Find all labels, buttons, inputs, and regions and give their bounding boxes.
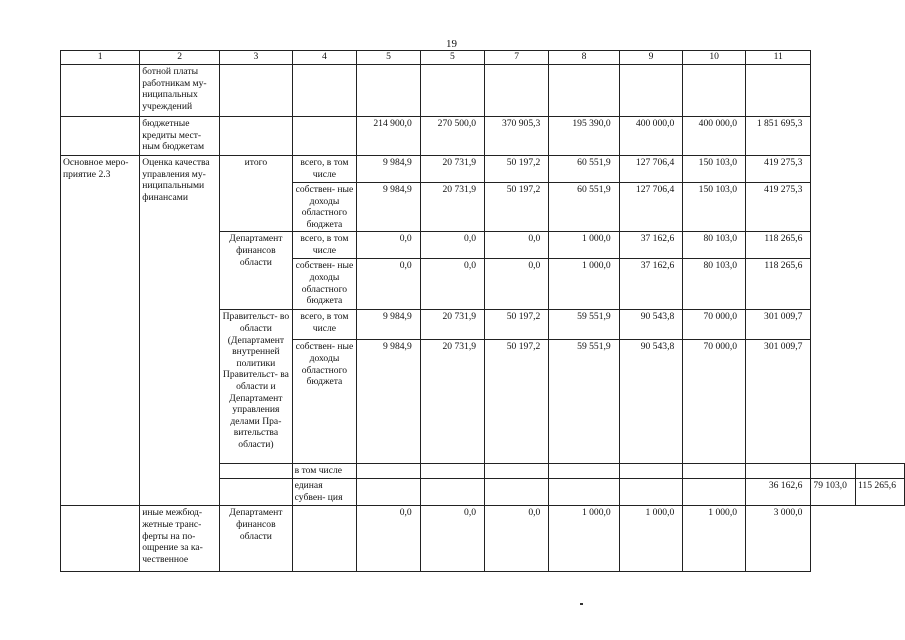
cell-value: 70 000,0 [683, 340, 746, 464]
cell-value: 20 731,9 [420, 310, 484, 340]
cell-direction: Оценка качества управления му- ниципальными финансами [140, 156, 220, 506]
cell-source: собствен- ные доходы областного бюджета [292, 340, 357, 464]
cell-value: 400 000,0 [683, 117, 746, 156]
cell-value: 1 000,0 [619, 506, 683, 572]
cell [61, 65, 140, 117]
cell-value [485, 479, 549, 506]
cell-value: 37 162,6 [619, 232, 683, 259]
cell-value: 0,0 [485, 506, 549, 572]
table-row [61, 506, 905, 572]
cell-value: 400 000,0 [619, 117, 683, 156]
column-header: 9 [619, 51, 683, 65]
cell [683, 65, 746, 117]
cell-value: 50 197,2 [485, 156, 549, 183]
column-header: 11 [746, 51, 811, 65]
cell-value [619, 479, 683, 506]
table-row [61, 117, 905, 156]
cell-direction: единая субвен- ция [292, 479, 357, 506]
cell [292, 117, 357, 156]
cell-value: 419 275,3 [746, 156, 811, 183]
cell [220, 117, 293, 156]
cell-value: 0,0 [420, 232, 484, 259]
cell-value [549, 479, 619, 506]
cell-direction: бюджетные кредиты мест- ным бюджетам [140, 117, 220, 156]
cell-value: 59 551,9 [549, 340, 619, 464]
cell-value: 36 162,6 [746, 479, 811, 506]
cell [619, 65, 683, 117]
cell-value: 20 731,9 [420, 156, 484, 183]
cell-value: 59 551,9 [549, 310, 619, 340]
table-row [61, 156, 905, 183]
column-header: 2 [140, 51, 220, 65]
cell-value: 0,0 [357, 506, 421, 572]
cell-value: 118 265,6 [746, 232, 811, 259]
cell-value: 1 000,0 [549, 232, 619, 259]
cell [549, 464, 619, 479]
cell-value: 301 009,7 [746, 310, 811, 340]
cell-value: 301 009,7 [746, 340, 811, 464]
cell-value: 50 197,2 [485, 340, 549, 464]
cell [619, 464, 683, 479]
cell-value: 0,0 [357, 259, 421, 310]
cell-value: 9 984,9 [357, 183, 421, 232]
cell-value: 419 275,3 [746, 183, 811, 232]
cell-value: 20 731,9 [420, 183, 484, 232]
cell [420, 479, 484, 506]
column-header: 10 [683, 51, 746, 65]
cell-value: 20 731,9 [420, 340, 484, 464]
cell-value: 370 905,3 [485, 117, 549, 156]
cell-source: всего, в том числе [292, 156, 357, 183]
cell-direction: иные межбюд- жетные транс- ферты на по- ощрение за ка- чественное [140, 506, 220, 572]
cell-activity: Основное меро- приятие 2.3 [61, 156, 140, 506]
cell-value: 80 103,0 [683, 232, 746, 259]
cell-value: 79 103,0 [811, 479, 856, 506]
cell-direction: в том числе [292, 464, 357, 479]
cell-value: 50 197,2 [485, 310, 549, 340]
column-header: 5 [357, 51, 421, 65]
cell-value: 270 500,0 [420, 117, 484, 156]
cell-source: собствен- ные доходы областного бюджета [292, 259, 357, 310]
column-header: 3 [220, 51, 293, 65]
cell [357, 464, 421, 479]
table-row [61, 65, 905, 117]
cell [746, 464, 811, 479]
cell-value: 9 984,9 [357, 156, 421, 183]
cell [292, 506, 357, 572]
cell-value: 9 984,9 [357, 310, 421, 340]
cell-value: 70 000,0 [683, 310, 746, 340]
cell-value: 90 543,8 [619, 340, 683, 464]
column-header: 5 [420, 51, 484, 65]
cell-value: 127 706,4 [619, 156, 683, 183]
cell-value: 3 000,0 [746, 506, 811, 572]
cell-value: 80 103,0 [683, 259, 746, 310]
budget-table [60, 50, 905, 572]
cell-value: 0,0 [357, 232, 421, 259]
cell-value: 90 543,8 [619, 310, 683, 340]
cell [220, 464, 293, 479]
cell [220, 65, 293, 117]
cell [357, 479, 421, 506]
cell-value: 37 162,6 [619, 259, 683, 310]
cell [420, 464, 484, 479]
cell-value: 150 103,0 [683, 156, 746, 183]
cell-value: 127 706,4 [619, 183, 683, 232]
cell [485, 65, 549, 117]
cell-executor: итого [220, 156, 293, 232]
cell [220, 479, 293, 506]
cell-value: 60 551,9 [549, 183, 619, 232]
cell [61, 117, 140, 156]
cell-value: 50 197,2 [485, 183, 549, 232]
cell-source: всего, в том числе [292, 310, 357, 340]
cell [485, 464, 549, 479]
cell-value: 150 103,0 [683, 183, 746, 232]
cell [855, 464, 904, 479]
cell-value: 195 390,0 [549, 117, 619, 156]
cell-value [683, 479, 746, 506]
cell-value: 0,0 [420, 506, 484, 572]
cell [811, 464, 856, 479]
column-header: 7 [485, 51, 549, 65]
column-header: 4 [292, 51, 357, 65]
column-header: 8 [549, 51, 619, 65]
cell-value: 0,0 [485, 232, 549, 259]
cell-value: 9 984,9 [357, 340, 421, 464]
cell-value: 118 265,6 [746, 259, 811, 310]
cell [357, 65, 421, 117]
column-header: 1 [61, 51, 140, 65]
cell-executor: Правительст- во области (Департамент внутренней политики Правительст- ва области и Департамент управления делами Пра- вительства области) [220, 310, 293, 464]
cell-executor: Департамент финансов области [220, 232, 293, 310]
cell-source: собствен- ные доходы областного бюджета [292, 183, 357, 232]
cell-value: 1 000,0 [549, 506, 619, 572]
cell-executor: Департамент финансов области [220, 506, 293, 572]
cell [746, 65, 811, 117]
cell [420, 65, 484, 117]
cell [683, 464, 746, 479]
scan-mark [580, 603, 583, 605]
cell [549, 65, 619, 117]
cell-value: 1 851 695,3 [746, 117, 811, 156]
cell [61, 506, 140, 572]
page-number: 19 [446, 38, 457, 50]
cell-value: 214 900,0 [357, 117, 421, 156]
cell-value: 60 551,9 [549, 156, 619, 183]
cell [292, 65, 357, 117]
cell-value: 115 265,6 [855, 479, 904, 506]
header-row [61, 51, 905, 65]
cell-value: 0,0 [485, 259, 549, 310]
cell-value: 1 000,0 [549, 259, 619, 310]
cell-direction: ботной платы работникам му- ниципальных учреждений [140, 65, 220, 117]
cell-source: всего, в том числе [292, 232, 357, 259]
cell-value: 0,0 [420, 259, 484, 310]
cell-value: 1 000,0 [683, 506, 746, 572]
